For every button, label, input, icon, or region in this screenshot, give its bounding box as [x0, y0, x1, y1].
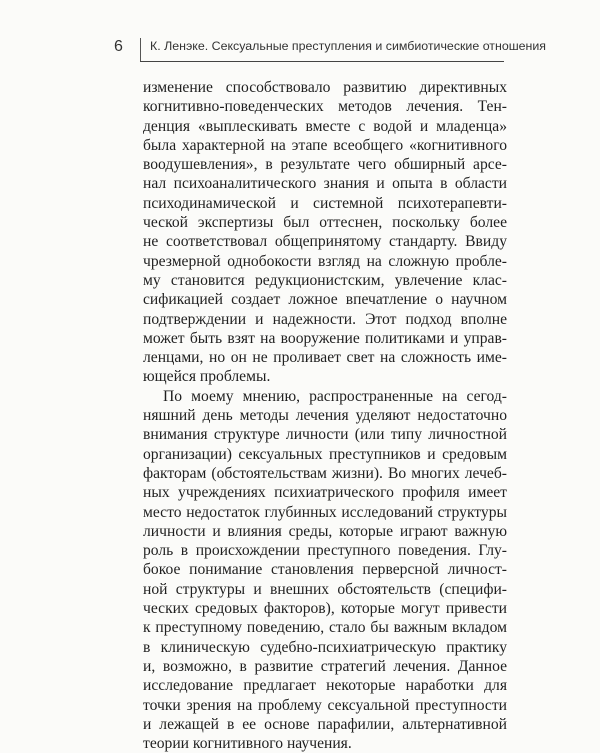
text-line: факторам (обстоятельствам жизни). Во многих лечеб-	[143, 464, 507, 482]
text-line: сификацией создает ложное впечатление о научном	[143, 291, 507, 309]
text-line: роль в происхождении преступного поведения. Глу-	[143, 542, 507, 560]
text-line: внимания структуре личности (или типу личностной	[143, 426, 507, 444]
running-title: К. Ленэке. Сексуальные преступления и симбиотические отношения	[150, 39, 547, 53]
text-line: изменение способствовало развитию директивных	[143, 79, 507, 96]
running-header	[0, 36, 600, 66]
text-line: организации) сексуальных преступников и средовым	[143, 445, 507, 463]
text-line: По моему мнению, распространенные на сегод-	[163, 387, 507, 405]
page-number: 6	[114, 38, 123, 55]
text-line: психодинамической и системной психотерапевти-	[143, 194, 507, 212]
text-line: ных учреждениях психиатрического профиля имеет	[143, 484, 507, 502]
text-line: исследование предлагает некоторые наработки для	[143, 677, 507, 695]
text-line: бокое понимание становления перверсной личност-	[143, 561, 507, 579]
text-line: и, возможно, в развитие стратегий лечения. Данное	[143, 657, 507, 675]
text-line: ющейся проблемы.	[143, 368, 271, 386]
text-line: когнитивно-поведенческих методов лечения. Тен-	[143, 98, 507, 116]
paragraph-2	[143, 387, 507, 753]
text-line: и лежащей в ее основе парафилии, альтернативной	[143, 715, 507, 733]
text-line: денция «выплескивать вместе с водой и младенца»	[143, 117, 507, 135]
text-line: место недостаток глубинных исследований структуры	[143, 503, 507, 521]
text-line: ческой экспертизы был оттеснен, поскольку более	[143, 214, 507, 232]
text-line: теории когнитивного научения.	[143, 735, 352, 753]
header-rule	[140, 61, 504, 62]
text-line: ной структуры и внешних обстоятельств (специфи-	[143, 580, 507, 598]
text-line: к преступному поведению, стало бы важным вкладом	[143, 619, 507, 637]
text-line: ческих средовых факторов), которые могут привести	[143, 600, 507, 618]
text-line: нал психоаналитического знания и опыта в области	[143, 175, 507, 193]
text-line: может быть взят на вооружение политиками и управ-	[143, 329, 507, 347]
text-line: подтверждении и надежности. Этот подход вполне	[143, 310, 507, 328]
header-divider-vertical	[140, 38, 141, 61]
text-line: няшний день методы лечения уделяют недостаточно	[143, 407, 507, 425]
paragraph-1	[143, 78, 507, 387]
text-line: не соответствовал общепринятому стандарту. Ввиду	[143, 233, 507, 251]
text-line: воодушевления», в результате чего обширный арсе-	[143, 156, 507, 174]
text-line: чрезмерной однобокости взгляд на сложную пробле-	[143, 252, 507, 270]
text-line: ленцами, но он не проливает свет на сложность име-	[143, 349, 507, 367]
text-line: в клиническую судебно-психиатрическую практику	[143, 638, 507, 656]
body-text	[143, 78, 507, 753]
text-line: му становится редукционистским, увлечение клас-	[143, 271, 507, 289]
text-line: точки зрения на проблему сексуальной преступности	[143, 696, 507, 714]
text-line: личности и влияния среды, которые играют важную	[143, 522, 507, 540]
text-line: была характерной на этапе всеобщего «когнитивного	[143, 136, 507, 154]
